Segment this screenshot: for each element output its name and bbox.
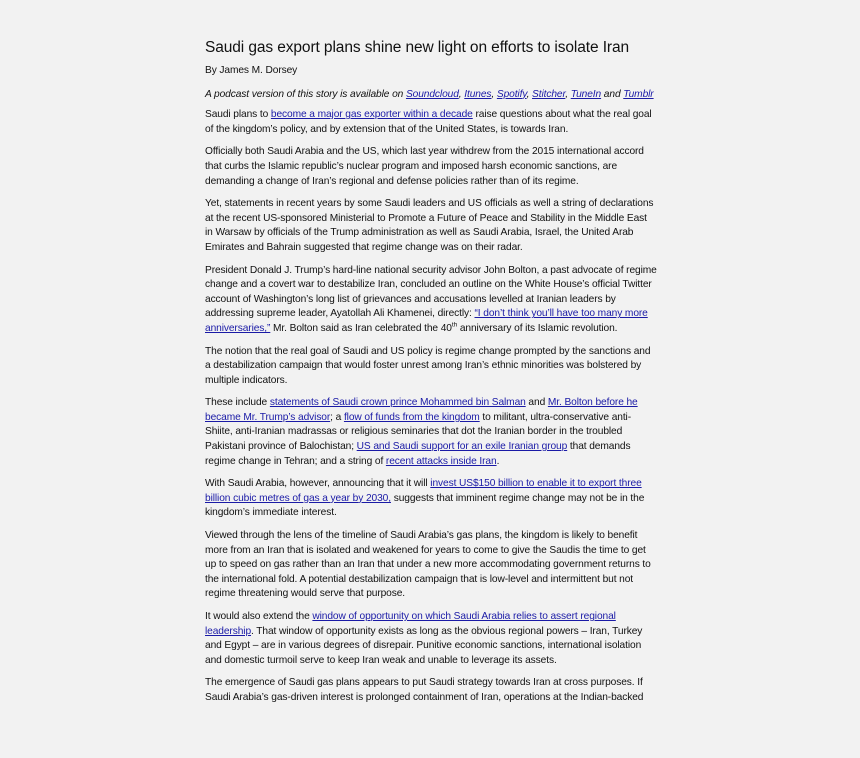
paragraph-2: Officially both Saudi Arabia and the US, which last year withdrew from the 2015 international accord that curbs the Islamic republic’s nuclear program and imposed harsh economic sanctions, are demanding a change of Iran’s regional and defense policies rather than of its regime. <box>205 146 644 187</box>
link-soundcloud[interactable]: Soundcloud <box>405 88 459 100</box>
link-itunes[interactable]: Itunes <box>464 88 492 100</box>
text-span: Saudi plans to <box>205 109 271 121</box>
paragraph-9 <box>205 610 657 668</box>
link-recent-attacks[interactable]: recent attacks inside Iran <box>385 455 497 467</box>
text-span: suggests that imminent regime change may not be in the kingdom’s immediate interest. <box>205 492 645 519</box>
paragraph-5: The notion that the real goal of Saudi and US policy is regime change prompted by the sanctions and a destabilization campaign that would foster unrest among Iran’s ethnic minorities was bolstered by multiple indicators. <box>205 345 651 386</box>
link-spotify[interactable]: Spotify <box>496 88 527 100</box>
podcast-intro: A podcast version of this story is available on <box>205 88 406 100</box>
text-span: Mr. Bolton said as Iran celebrated the 40 <box>270 322 452 334</box>
podcast-sep: , <box>491 88 497 100</box>
text-span: These include <box>205 397 270 409</box>
byline: By James M. Dorsey <box>205 65 298 76</box>
link-gas-exporter[interactable]: become a major gas exporter within a decade <box>270 109 473 121</box>
link-exile-group[interactable]: US and Saudi support for an exile Iranian group <box>356 441 568 453</box>
text-span: President Donald J. Trump’s hard-line national security advisor John Bolton, a past advocate of regime change and a covert war to destabilize Iran, concluded an outline on the White House’s official Twitter account of Washington’s long list of grievances and accusations levelled at Iranian leaders by addressing supreme leader, Ayatollah Ali Khamenei, directly: <box>205 264 657 320</box>
podcast-sep: , <box>565 88 571 100</box>
paragraph-10: The emergence of Saudi gas plans appears to put Saudi strategy towards Iran at cross purposes. If Saudi Arabia’s gas-driven interest is prolonged containment of Iran, operations at the Indian-backed <box>205 677 644 703</box>
podcast-note <box>205 88 657 103</box>
text-span: With Saudi Arabia, however, announcing that it will <box>205 478 431 490</box>
text-span: It would also extend the <box>205 611 313 622</box>
text-span: to militant, ultra-conservative anti-Shiite, anti-Iranian madrassas or religious seminaries that dot the Iranian border in the troubled Pakistani province of Balochistan; <box>205 411 632 453</box>
superscript-th: th <box>451 321 458 329</box>
text-span: . That window of opportunity exists as long as the obvious regional powers – Iran, Turkey and Egypt – are in various degrees of disrepair. Punitive economic sanctions, international isolation and domestic turmoil serve to keep Iran weak and unable to leverage its assets. <box>205 625 643 666</box>
podcast-sep: , <box>526 88 533 100</box>
podcast-and: and <box>601 88 624 100</box>
link-bolton-quote[interactable]: “I don’t think you’ll have too many more anniversaries,” <box>205 308 648 334</box>
paragraph-3: Yet, statements in recent years by some Saudi leaders and US officials as well a string of declarations at the recent US-sponsored Ministerial to Promote a Future of Peace and Stability in the Middle East in Warsaw by officials of the Trump administration as well as Saudi Arabia, Israel, the United Arab Emirates and Bahrain suggested that regime change was on their radar. <box>205 198 654 253</box>
paragraph-7 <box>205 477 657 521</box>
podcast-sep: , <box>458 88 465 100</box>
paragraph-1 <box>205 108 657 137</box>
link-mbs-statements[interactable]: statements of Saudi crown prince Mohammed bin Salman <box>269 397 526 409</box>
link-tumblr[interactable]: Tumblr <box>623 88 654 100</box>
link-flow-of-funds[interactable]: flow of funds from the kingdom <box>343 411 480 423</box>
text-span: and <box>525 397 548 409</box>
link-stitcher[interactable]: Stitcher <box>532 88 566 100</box>
paragraph-8: Viewed through the lens of the timeline of Saudi Arabia’s gas plans, the kingdom is likely to benefit more from an Iran that is isolated and weakened for years to come to give the Saudis the time to get up to speed on gas rather than an Iran that under a new more accommodating government returns to the international fold. A potential destabilization campaign that is low-level and intermittent but not regime threatening would serve that purpose. <box>205 530 651 600</box>
text-span: . <box>496 455 500 467</box>
article-title: Saudi gas export plans shine new light on efforts to isolate Iran <box>205 39 630 56</box>
text-span: anniversary of its Islamic revolution. <box>457 322 618 334</box>
paragraph-6 <box>205 396 657 469</box>
text-span: raise questions about what the real goal of the kingdom’s policy, and by extension that of the United States, is towards Iran. <box>205 109 652 135</box>
link-window-of-opportunity[interactable]: window of opportunity on which Saudi Arabia relies to assert regional leadership <box>205 611 616 637</box>
paragraph-4 <box>205 264 657 337</box>
link-bolton-before[interactable]: Mr. Bolton before he became Mr. Trump’s advisor <box>205 397 638 423</box>
article-body <box>205 38 657 714</box>
link-invest-150-billion[interactable]: invest US$150 billion to enable it to export three billion cubic metres of gas a year by 2030, <box>205 478 642 504</box>
text-span: that demands regime change in Tehran; and a string of <box>205 441 631 467</box>
link-tunein[interactable]: TuneIn <box>570 88 602 100</box>
text-span: ; a <box>330 411 344 423</box>
